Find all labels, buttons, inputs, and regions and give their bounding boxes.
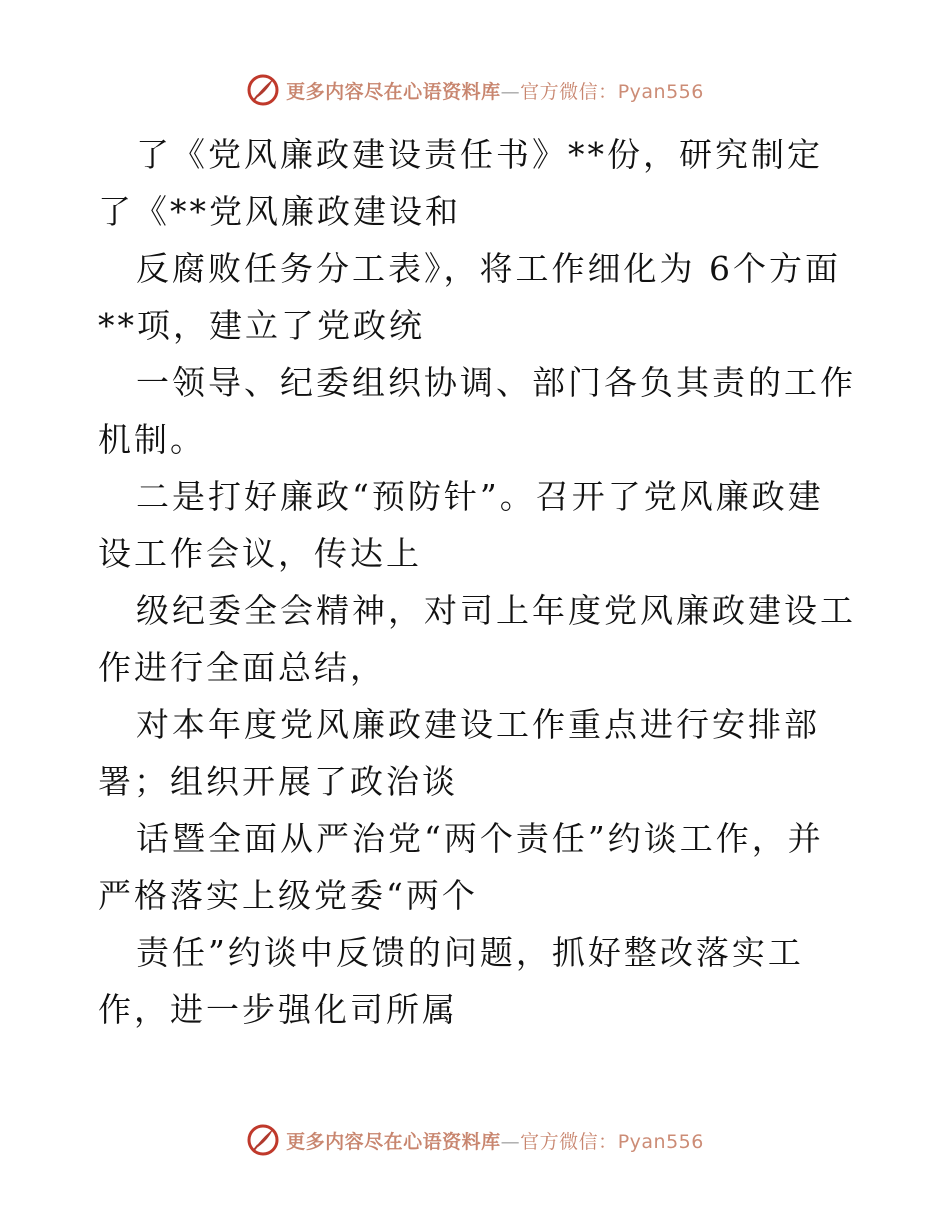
watermark-site: 更多内容尽在心语资料库	[286, 1130, 501, 1153]
text-line: 二是打好廉政“预防针”。召开了党风廉政建设	[98, 477, 824, 573]
watermark-wechat-id: Pyan556	[617, 1130, 704, 1153]
text-line: 责任”约谈中反馈的问题，抓好整改落实工作，	[98, 933, 804, 1029]
watermark-label: 官方微信：	[520, 80, 618, 103]
watermark-text	[286, 1127, 704, 1154]
paragraph-8	[98, 924, 858, 1038]
text-line: 《**党风廉政建设和	[134, 192, 461, 231]
text-line: 对本年度党风廉政建设工作重点进行安排部署；	[98, 705, 820, 801]
paragraph-2	[98, 240, 858, 354]
text-line: 组织开展了政治谈	[170, 762, 458, 801]
quill-circle-logo-icon	[246, 73, 280, 107]
footer-watermark	[0, 1120, 950, 1160]
text-line: 格落实上级党委“两个	[134, 876, 478, 915]
paragraph-5	[98, 582, 858, 696]
text-line: 进一步强化司所属	[170, 990, 458, 1029]
header-watermark	[0, 70, 950, 110]
watermark-separator: —	[500, 1130, 521, 1153]
paragraph-7	[98, 810, 858, 924]
watermark-separator: —	[500, 80, 521, 103]
text-line: 了《党风廉政建设责任书》**份，研究制定了	[98, 135, 823, 231]
paragraph-4	[98, 468, 858, 582]
quill-circle-logo-icon	[246, 1123, 280, 1157]
paragraph-6	[98, 696, 858, 810]
document-body	[98, 126, 858, 1038]
watermark-text	[286, 77, 704, 104]
text-line: 制。	[134, 420, 206, 459]
text-line: 一领导、纪委组织协调、部门各负其责的工作机	[98, 363, 856, 459]
text-line: 级纪委全会精神，对司上年度党风廉政建设工作	[98, 591, 856, 687]
text-line: **项，建立了党政统	[98, 306, 425, 345]
paragraph-1	[98, 126, 858, 240]
watermark-wechat-id: Pyan556	[617, 80, 704, 103]
text-line: 进行全面总结，	[134, 648, 386, 687]
paragraph-3	[98, 354, 858, 468]
text-line: 话暨全面从严治党“两个责任”约谈工作，并严	[98, 819, 824, 915]
text-line: 反腐败任务分工表》，将工作细化为 6个方面	[136, 249, 841, 288]
text-line: 工作会议，传达上	[134, 534, 422, 573]
watermark-label: 官方微信：	[520, 1130, 618, 1153]
watermark-site: 更多内容尽在心语资料库	[286, 80, 501, 103]
